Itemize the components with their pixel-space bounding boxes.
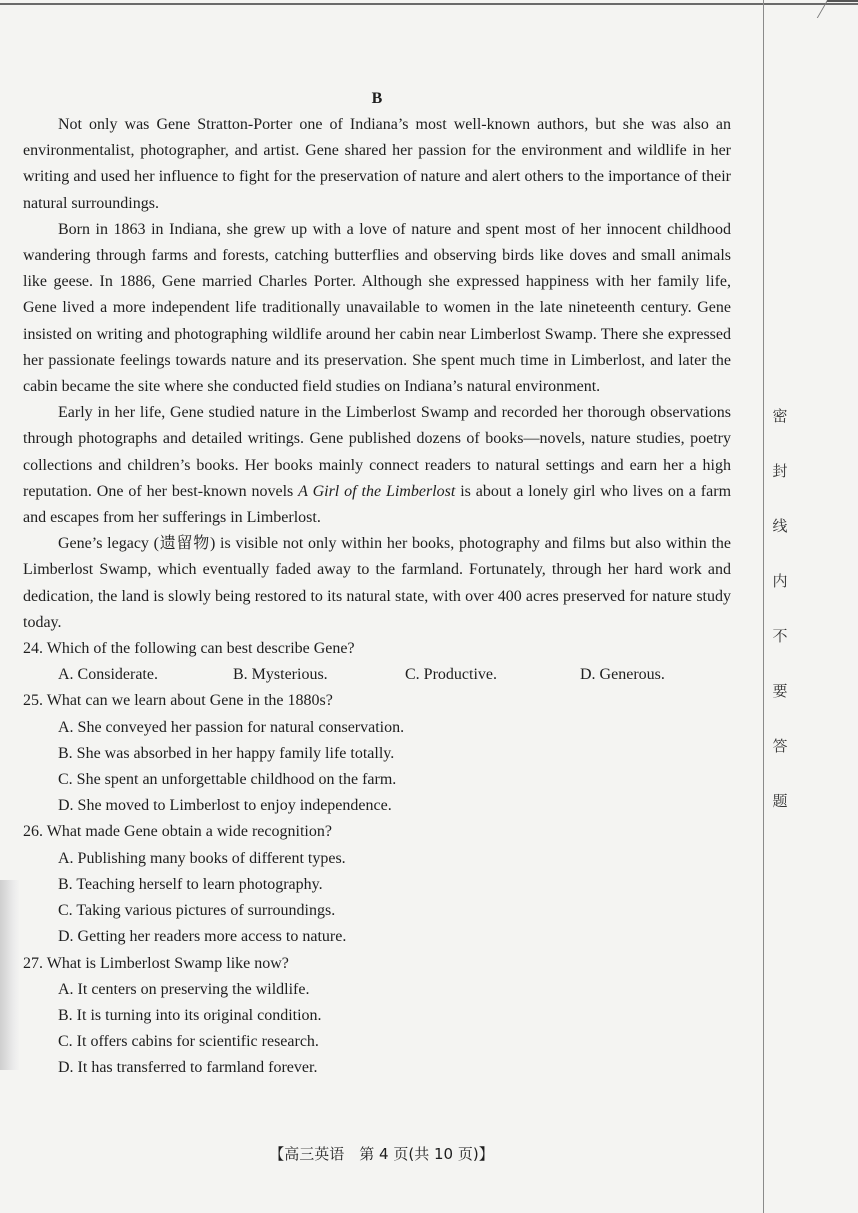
- option-d[interactable]: D. She moved to Limberlost to enjoy independence.: [58, 797, 392, 815]
- seal-char: 答: [772, 737, 788, 755]
- question-26: [23, 819, 731, 950]
- option-b[interactable]: B. She was absorbed in her happy family life totally.: [58, 744, 395, 762]
- seal-char: 封: [772, 462, 788, 480]
- passage-paragraph-4: Gene’s legacy (遗留物) is visible not only within her books, photography and films but also within the Limberlost Swamp, which eventually faded away to the farmland. Fortunately, through her hard work and dedication, the land is slowly being restored to its natural state, with over 400 acres preserved for nature study today.: [23, 535, 731, 631]
- passage-paragraph-3: [23, 400, 731, 531]
- seal-char: 线: [772, 517, 788, 535]
- paragraph-3-text-after: is about a lonely girl who lives on a farm and escapes from her sufferings in Limberlost.: [23, 482, 732, 527]
- question-27: [23, 951, 731, 1082]
- question-stem: 27. What is Limberlost Swamp like now?: [23, 954, 289, 972]
- option-a[interactable]: A. It centers on preserving the wildlife.: [58, 980, 310, 998]
- binding-line: [763, 0, 764, 1213]
- seal-char: 内: [772, 572, 788, 590]
- seal-char: 题: [772, 792, 788, 810]
- scan-smudge: [0, 880, 20, 1070]
- top-border: [0, 3, 858, 5]
- seal-char: 不: [772, 627, 788, 645]
- reading-section: [23, 86, 731, 1082]
- seal-line-notice: [770, 405, 790, 845]
- passage-paragraph-1: Not only was Gene Stratton-Porter one of Indiana’s most well-known authors, but she was also an environmentalist, photographer, and artist. Gene shared her passion for the environment and wildlife in her writing and used her influence to fight for the preservation of nature and alert others to the importance of their natural surroundings.: [23, 116, 731, 212]
- seal-char: 密: [772, 407, 788, 425]
- seal-char: 要: [772, 682, 788, 700]
- option-c[interactable]: C. Productive.: [405, 666, 497, 684]
- option-c[interactable]: C. She spent an unforgettable childhood on the farm.: [58, 771, 397, 789]
- paragraph-3-text-before: Early in her life, Gene studied nature in the Limberlost Swamp and recorded her thorough observations through photographs and detailed writings. Gene published dozens of books—novels, nature studies, poetry collections and children’s books. Her books mainly connect readers to natural settings and earn her a high reputation. One of her best-known novels: [23, 404, 731, 500]
- question-stem: 26. What made Gene obtain a wide recognition?: [23, 823, 332, 841]
- question-stem: 24. Which of the following can best describe Gene?: [23, 640, 355, 658]
- option-d[interactable]: D. Getting her readers more access to nature.: [58, 928, 347, 946]
- question-24: [23, 636, 731, 688]
- option-a[interactable]: A. She conveyed her passion for natural conservation.: [58, 718, 405, 736]
- option-b[interactable]: B. It is turning into its original condition.: [58, 1006, 322, 1024]
- passage-paragraph-2: Born in 1863 in Indiana, she grew up with a love of nature and spent most of her innocent childhood wandering through farms and forests, catching butterflies and observing birds like doves and small animals like geese. In 1886, Gene married Charles Porter. Although she expressed happiness with her family life, Gene lived a more independent life traditionally unavailable to women in the late nineteenth century. Gene insisted on writing and photographing wildlife around her cabin near Limberlost Swamp. There she expressed her passionate feelings towards nature and its preservation. She spent much time in Limberlost, and later the cabin became the site where she conducted field studies on Indiana’s natural environment.: [23, 220, 731, 396]
- option-c[interactable]: C. Taking various pictures of surroundings.: [58, 902, 336, 920]
- question-25: [23, 688, 731, 819]
- page-footer: 【高三英语 第 4 页(共 10 页)】: [269, 1145, 494, 1163]
- section-heading: B: [371, 90, 383, 107]
- question-stem: 25. What can we learn about Gene in the 1880s?: [23, 692, 333, 710]
- option-c[interactable]: C. It offers cabins for scientific research.: [58, 1033, 319, 1051]
- option-d[interactable]: D. Generous.: [580, 666, 665, 684]
- option-a[interactable]: A. Considerate.: [58, 666, 158, 684]
- book-title: A Girl of the Limberlost: [298, 482, 456, 500]
- option-row: [23, 662, 731, 688]
- option-d[interactable]: D. It has transferred to farmland forever.: [58, 1059, 318, 1077]
- option-a[interactable]: A. Publishing many books of different types.: [58, 849, 346, 867]
- option-b[interactable]: B. Mysterious.: [233, 666, 328, 684]
- option-b[interactable]: B. Teaching herself to learn photography.: [58, 875, 323, 893]
